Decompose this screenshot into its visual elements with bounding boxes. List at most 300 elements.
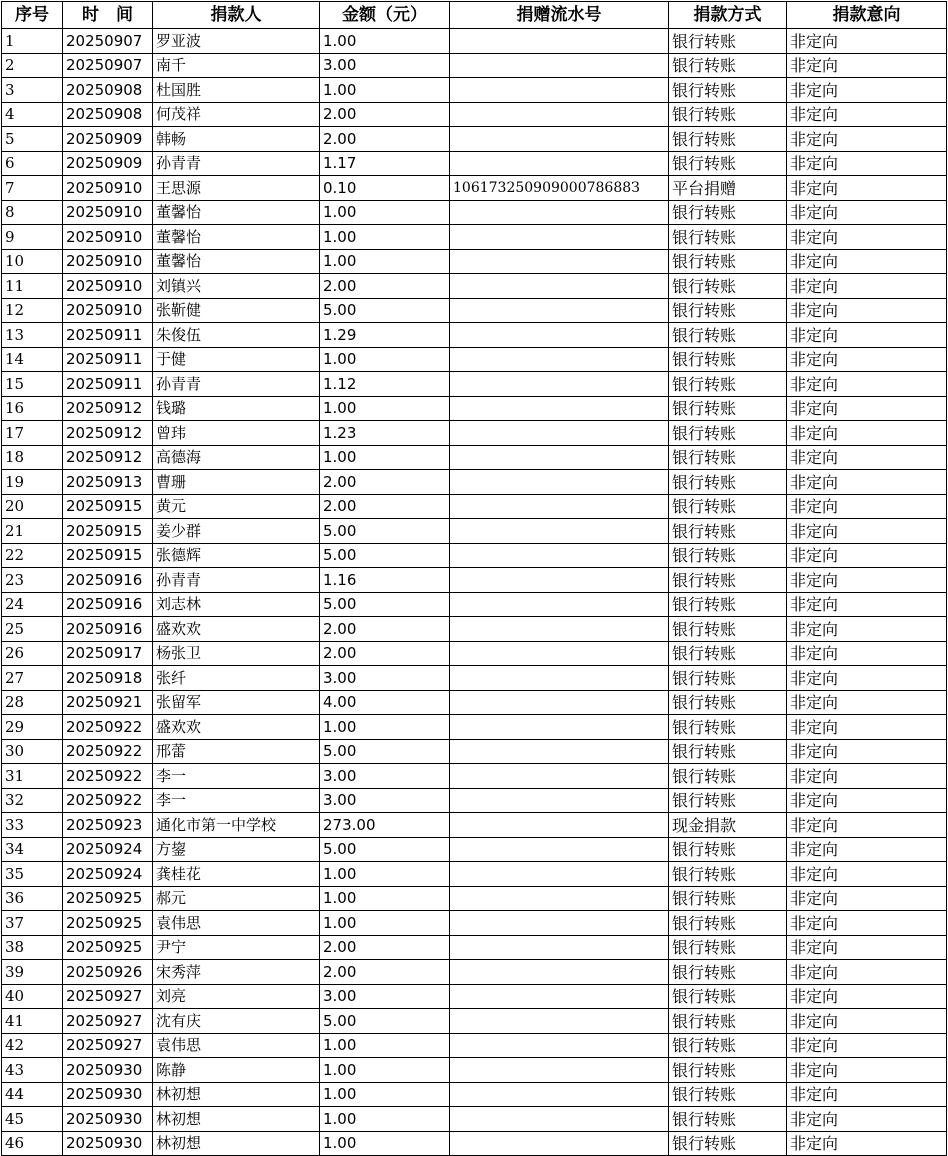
cell-seq: 19 — [2, 470, 63, 495]
table-row — [2, 543, 947, 568]
cell-amount: 2.00 — [320, 127, 450, 152]
table-row — [2, 641, 947, 666]
table-row — [2, 127, 947, 152]
cell-donor: 董馨怡 — [153, 225, 320, 250]
cell-date: 20250930 — [63, 1131, 153, 1156]
cell-donor: 盛欢欢 — [153, 617, 320, 642]
cell-donor: 盛欢欢 — [153, 715, 320, 740]
cell-date: 20250924 — [63, 862, 153, 887]
cell-method: 银行转账 — [669, 53, 787, 78]
cell-donor: 孙青青 — [153, 372, 320, 397]
cell-intent: 非定向 — [787, 960, 947, 985]
cell-serial — [450, 543, 669, 568]
cell-intent: 非定向 — [787, 641, 947, 666]
cell-serial — [450, 102, 669, 127]
cell-amount: 1.00 — [320, 1107, 450, 1132]
cell-method: 银行转账 — [669, 911, 787, 936]
cell-serial — [450, 396, 669, 421]
cell-date: 20250917 — [63, 641, 153, 666]
cell-date: 20250921 — [63, 690, 153, 715]
cell-seq: 2 — [2, 53, 63, 78]
cell-method: 银行转账 — [669, 1131, 787, 1156]
cell-method: 银行转账 — [669, 788, 787, 813]
cell-amount: 2.00 — [320, 274, 450, 299]
cell-intent: 非定向 — [787, 862, 947, 887]
cell-donor: 尹宁 — [153, 935, 320, 960]
table-row — [2, 29, 947, 54]
table-row — [2, 813, 947, 838]
cell-serial — [450, 323, 669, 348]
cell-intent: 非定向 — [787, 715, 947, 740]
cell-method: 银行转账 — [669, 666, 787, 691]
cell-date: 20250907 — [63, 29, 153, 54]
cell-serial — [450, 200, 669, 225]
cell-serial — [450, 249, 669, 274]
cell-serial — [450, 519, 669, 544]
table-row — [2, 1009, 947, 1034]
cell-intent: 非定向 — [787, 592, 947, 617]
cell-date: 20250918 — [63, 666, 153, 691]
donation-table — [1, 1, 947, 1156]
cell-serial — [450, 1009, 669, 1034]
header-method: 捐款方式 — [669, 2, 787, 29]
header-amount: 金额（元） — [320, 2, 450, 29]
cell-amount: 1.00 — [320, 249, 450, 274]
header-intent: 捐款意向 — [787, 2, 947, 29]
cell-amount: 2.00 — [320, 935, 450, 960]
table-row — [2, 421, 947, 446]
cell-donor: 罗亚波 — [153, 29, 320, 54]
cell-serial — [450, 715, 669, 740]
cell-donor: 杨张卫 — [153, 641, 320, 666]
cell-amount: 1.00 — [320, 715, 450, 740]
cell-method: 银行转账 — [669, 225, 787, 250]
cell-intent: 非定向 — [787, 29, 947, 54]
cell-donor: 钱璐 — [153, 396, 320, 421]
cell-intent: 非定向 — [787, 470, 947, 495]
cell-seq: 5 — [2, 127, 63, 152]
cell-intent: 非定向 — [787, 1033, 947, 1058]
cell-intent: 非定向 — [787, 274, 947, 299]
cell-serial — [450, 29, 669, 54]
cell-amount: 1.00 — [320, 1131, 450, 1156]
cell-serial — [450, 617, 669, 642]
cell-donor: 林初想 — [153, 1131, 320, 1156]
cell-date: 20250927 — [63, 984, 153, 1009]
cell-intent: 非定向 — [787, 176, 947, 201]
cell-intent: 非定向 — [787, 837, 947, 862]
cell-amount: 1.00 — [320, 200, 450, 225]
cell-serial — [450, 298, 669, 323]
cell-serial — [450, 911, 669, 936]
cell-method: 银行转账 — [669, 862, 787, 887]
cell-intent: 非定向 — [787, 372, 947, 397]
cell-donor: 曾玮 — [153, 421, 320, 446]
table-row — [2, 470, 947, 495]
cell-method: 银行转账 — [669, 1107, 787, 1132]
cell-amount: 5.00 — [320, 1009, 450, 1034]
cell-amount: 1.00 — [320, 886, 450, 911]
cell-method: 银行转账 — [669, 298, 787, 323]
cell-method: 银行转账 — [669, 617, 787, 642]
cell-donor: 郝元 — [153, 886, 320, 911]
cell-intent: 非定向 — [787, 911, 947, 936]
cell-donor: 林初想 — [153, 1107, 320, 1132]
table-row — [2, 617, 947, 642]
cell-intent: 非定向 — [787, 984, 947, 1009]
header-row — [2, 2, 947, 29]
cell-amount: 1.00 — [320, 862, 450, 887]
cell-donor: 于健 — [153, 347, 320, 372]
cell-donor: 沈有庆 — [153, 1009, 320, 1034]
cell-amount: 3.00 — [320, 788, 450, 813]
cell-method: 平台捐赠 — [669, 176, 787, 201]
cell-amount: 5.00 — [320, 298, 450, 323]
cell-method: 银行转账 — [669, 445, 787, 470]
table-row — [2, 347, 947, 372]
cell-date: 20250915 — [63, 519, 153, 544]
cell-seq: 1 — [2, 29, 63, 54]
cell-serial — [450, 984, 669, 1009]
cell-donor: 方鋆 — [153, 837, 320, 862]
cell-donor: 孙青青 — [153, 151, 320, 176]
cell-serial — [450, 347, 669, 372]
cell-date: 20250907 — [63, 53, 153, 78]
cell-donor: 刘志林 — [153, 592, 320, 617]
cell-date: 20250910 — [63, 274, 153, 299]
cell-seq: 16 — [2, 396, 63, 421]
cell-seq: 9 — [2, 225, 63, 250]
cell-serial — [450, 568, 669, 593]
cell-seq: 3 — [2, 78, 63, 103]
cell-amount: 1.00 — [320, 911, 450, 936]
cell-date: 20250915 — [63, 543, 153, 568]
cell-date: 20250930 — [63, 1058, 153, 1083]
cell-amount: 1.00 — [320, 1082, 450, 1107]
cell-date: 20250922 — [63, 739, 153, 764]
cell-method: 银行转账 — [669, 249, 787, 274]
cell-method: 银行转账 — [669, 347, 787, 372]
cell-serial — [450, 1082, 669, 1107]
cell-serial — [450, 960, 669, 985]
cell-serial — [450, 813, 669, 838]
table-row — [2, 984, 947, 1009]
cell-serial — [450, 225, 669, 250]
cell-donor: 李一 — [153, 788, 320, 813]
cell-amount: 1.00 — [320, 1058, 450, 1083]
cell-date: 20250911 — [63, 347, 153, 372]
cell-donor: 曹珊 — [153, 470, 320, 495]
cell-intent: 非定向 — [787, 617, 947, 642]
cell-intent: 非定向 — [787, 543, 947, 568]
cell-seq: 15 — [2, 372, 63, 397]
cell-date: 20250908 — [63, 78, 153, 103]
cell-donor: 通化市第一中学校 — [153, 813, 320, 838]
table-row — [2, 715, 947, 740]
cell-serial — [450, 1058, 669, 1083]
cell-method: 银行转账 — [669, 568, 787, 593]
cell-date: 20250910 — [63, 200, 153, 225]
cell-seq: 27 — [2, 666, 63, 691]
cell-method: 银行转账 — [669, 151, 787, 176]
cell-serial — [450, 372, 669, 397]
cell-method: 银行转账 — [669, 1058, 787, 1083]
cell-amount: 2.00 — [320, 470, 450, 495]
cell-method: 银行转账 — [669, 29, 787, 54]
cell-date: 20250927 — [63, 1033, 153, 1058]
cell-method: 银行转账 — [669, 323, 787, 348]
cell-amount: 3.00 — [320, 666, 450, 691]
cell-seq: 6 — [2, 151, 63, 176]
cell-date: 20250923 — [63, 813, 153, 838]
cell-amount: 1.00 — [320, 225, 450, 250]
cell-serial — [450, 764, 669, 789]
cell-intent: 非定向 — [787, 323, 947, 348]
table-row — [2, 1131, 947, 1156]
cell-amount: 1.16 — [320, 568, 450, 593]
cell-amount: 3.00 — [320, 53, 450, 78]
cell-serial — [450, 935, 669, 960]
cell-intent: 非定向 — [787, 78, 947, 103]
cell-date: 20250910 — [63, 298, 153, 323]
cell-method: 银行转账 — [669, 690, 787, 715]
cell-amount: 1.00 — [320, 445, 450, 470]
table-row — [2, 494, 947, 519]
cell-donor: 袁伟思 — [153, 911, 320, 936]
cell-date: 20250922 — [63, 788, 153, 813]
table-row — [2, 911, 947, 936]
cell-intent: 非定向 — [787, 1058, 947, 1083]
table-row — [2, 1107, 947, 1132]
cell-intent: 非定向 — [787, 690, 947, 715]
cell-serial — [450, 78, 669, 103]
header-donor: 捐款人 — [153, 2, 320, 29]
cell-donor: 姜少群 — [153, 519, 320, 544]
cell-donor: 王思源 — [153, 176, 320, 201]
header-serial: 捐赠流水号 — [450, 2, 669, 29]
table-row — [2, 249, 947, 274]
cell-amount: 1.00 — [320, 1033, 450, 1058]
cell-amount: 5.00 — [320, 592, 450, 617]
cell-serial — [450, 127, 669, 152]
cell-intent: 非定向 — [787, 347, 947, 372]
cell-method: 银行转账 — [669, 543, 787, 568]
cell-amount: 2.00 — [320, 494, 450, 519]
cell-donor: 南千 — [153, 53, 320, 78]
cell-donor: 高德海 — [153, 445, 320, 470]
cell-date: 20250927 — [63, 1009, 153, 1034]
cell-date: 20250909 — [63, 151, 153, 176]
cell-serial — [450, 494, 669, 519]
cell-donor: 宋秀萍 — [153, 960, 320, 985]
table-row — [2, 739, 947, 764]
table-row — [2, 886, 947, 911]
cell-serial — [450, 592, 669, 617]
table-row — [2, 323, 947, 348]
cell-date: 20250930 — [63, 1082, 153, 1107]
cell-amount: 2.00 — [320, 960, 450, 985]
cell-seq: 12 — [2, 298, 63, 323]
cell-intent: 非定向 — [787, 1009, 947, 1034]
cell-seq: 43 — [2, 1058, 63, 1083]
cell-donor: 张留军 — [153, 690, 320, 715]
cell-seq: 21 — [2, 519, 63, 544]
cell-donor: 刘亮 — [153, 984, 320, 1009]
table-row — [2, 568, 947, 593]
cell-intent: 非定向 — [787, 53, 947, 78]
cell-serial — [450, 666, 669, 691]
table-row — [2, 176, 947, 201]
table-row — [2, 666, 947, 691]
table-row — [2, 519, 947, 544]
cell-date: 20250925 — [63, 911, 153, 936]
table-row — [2, 862, 947, 887]
cell-date: 20250912 — [63, 421, 153, 446]
cell-method: 现金捐款 — [669, 813, 787, 838]
cell-intent: 非定向 — [787, 494, 947, 519]
cell-seq: 42 — [2, 1033, 63, 1058]
cell-serial: 10617325090900078688З — [450, 176, 669, 201]
cell-method: 银行转账 — [669, 200, 787, 225]
cell-intent: 非定向 — [787, 886, 947, 911]
cell-intent: 非定向 — [787, 298, 947, 323]
cell-seq: 25 — [2, 617, 63, 642]
cell-donor: 张德辉 — [153, 543, 320, 568]
cell-date: 20250910 — [63, 225, 153, 250]
cell-intent: 非定向 — [787, 666, 947, 691]
cell-intent: 非定向 — [787, 1107, 947, 1132]
table-row — [2, 53, 947, 78]
cell-seq: 39 — [2, 960, 63, 985]
cell-amount: 2.00 — [320, 617, 450, 642]
cell-donor: 杜国胜 — [153, 78, 320, 103]
cell-serial — [450, 837, 669, 862]
cell-serial — [450, 739, 669, 764]
cell-amount: 3.00 — [320, 984, 450, 1009]
cell-method: 银行转账 — [669, 739, 787, 764]
cell-donor: 李一 — [153, 764, 320, 789]
cell-date: 20250922 — [63, 715, 153, 740]
cell-amount: 1.00 — [320, 396, 450, 421]
cell-intent: 非定向 — [787, 1082, 947, 1107]
cell-date: 20250922 — [63, 764, 153, 789]
cell-date: 20250925 — [63, 886, 153, 911]
cell-method: 银行转账 — [669, 1082, 787, 1107]
cell-date: 20250926 — [63, 960, 153, 985]
cell-amount: 1.00 — [320, 29, 450, 54]
cell-amount: 0.10 — [320, 176, 450, 201]
cell-amount: 1.12 — [320, 372, 450, 397]
cell-method: 银行转账 — [669, 935, 787, 960]
table-row — [2, 396, 947, 421]
cell-intent: 非定向 — [787, 225, 947, 250]
cell-seq: 18 — [2, 445, 63, 470]
cell-intent: 非定向 — [787, 788, 947, 813]
cell-date: 20250916 — [63, 568, 153, 593]
cell-intent: 非定向 — [787, 813, 947, 838]
cell-seq: 46 — [2, 1131, 63, 1156]
cell-seq: 14 — [2, 347, 63, 372]
table-row — [2, 200, 947, 225]
table-row — [2, 1033, 947, 1058]
cell-serial — [450, 886, 669, 911]
cell-date: 20250910 — [63, 176, 153, 201]
cell-serial — [450, 690, 669, 715]
cell-donor: 孙青青 — [153, 568, 320, 593]
cell-seq: 30 — [2, 739, 63, 764]
cell-date: 20250916 — [63, 617, 153, 642]
cell-seq: 34 — [2, 837, 63, 862]
cell-serial — [450, 1033, 669, 1058]
cell-seq: 24 — [2, 592, 63, 617]
cell-date: 20250911 — [63, 372, 153, 397]
table-body — [2, 29, 947, 1156]
table-row — [2, 764, 947, 789]
cell-donor: 张纤 — [153, 666, 320, 691]
cell-serial — [450, 788, 669, 813]
table-row — [2, 960, 947, 985]
cell-amount: 5.00 — [320, 837, 450, 862]
cell-seq: 17 — [2, 421, 63, 446]
cell-donor: 邢蕾 — [153, 739, 320, 764]
cell-method: 银行转账 — [669, 421, 787, 446]
cell-method: 银行转账 — [669, 519, 787, 544]
cell-seq: 28 — [2, 690, 63, 715]
cell-date: 20250915 — [63, 494, 153, 519]
cell-amount: 1.23 — [320, 421, 450, 446]
table-row — [2, 1058, 947, 1083]
table-row — [2, 372, 947, 397]
cell-intent: 非定向 — [787, 421, 947, 446]
cell-method: 银行转账 — [669, 764, 787, 789]
table-row — [2, 78, 947, 103]
cell-method: 银行转账 — [669, 396, 787, 421]
table-row — [2, 1082, 947, 1107]
cell-donor: 袁伟思 — [153, 1033, 320, 1058]
cell-date: 20250924 — [63, 837, 153, 862]
cell-donor: 韩畅 — [153, 127, 320, 152]
cell-seq: 22 — [2, 543, 63, 568]
cell-donor: 董馨怡 — [153, 249, 320, 274]
cell-method: 银行转账 — [669, 592, 787, 617]
cell-intent: 非定向 — [787, 1131, 947, 1156]
cell-amount: 5.00 — [320, 543, 450, 568]
cell-intent: 非定向 — [787, 151, 947, 176]
cell-intent: 非定向 — [787, 445, 947, 470]
cell-donor: 董馨怡 — [153, 200, 320, 225]
cell-donor: 龚桂花 — [153, 862, 320, 887]
cell-seq: 35 — [2, 862, 63, 887]
cell-intent: 非定向 — [787, 249, 947, 274]
cell-intent: 非定向 — [787, 200, 947, 225]
cell-donor: 黄元 — [153, 494, 320, 519]
cell-seq: 4 — [2, 102, 63, 127]
cell-date: 20250925 — [63, 935, 153, 960]
cell-amount: 5.00 — [320, 739, 450, 764]
cell-date: 20250911 — [63, 323, 153, 348]
cell-seq: 23 — [2, 568, 63, 593]
cell-donor: 陈静 — [153, 1058, 320, 1083]
cell-seq: 26 — [2, 641, 63, 666]
cell-method: 银行转账 — [669, 78, 787, 103]
cell-method: 银行转账 — [669, 837, 787, 862]
cell-serial — [450, 470, 669, 495]
header-date: 时 间 — [63, 2, 153, 29]
table-row — [2, 690, 947, 715]
cell-seq: 31 — [2, 764, 63, 789]
cell-donor: 刘镇兴 — [153, 274, 320, 299]
cell-amount: 2.00 — [320, 641, 450, 666]
